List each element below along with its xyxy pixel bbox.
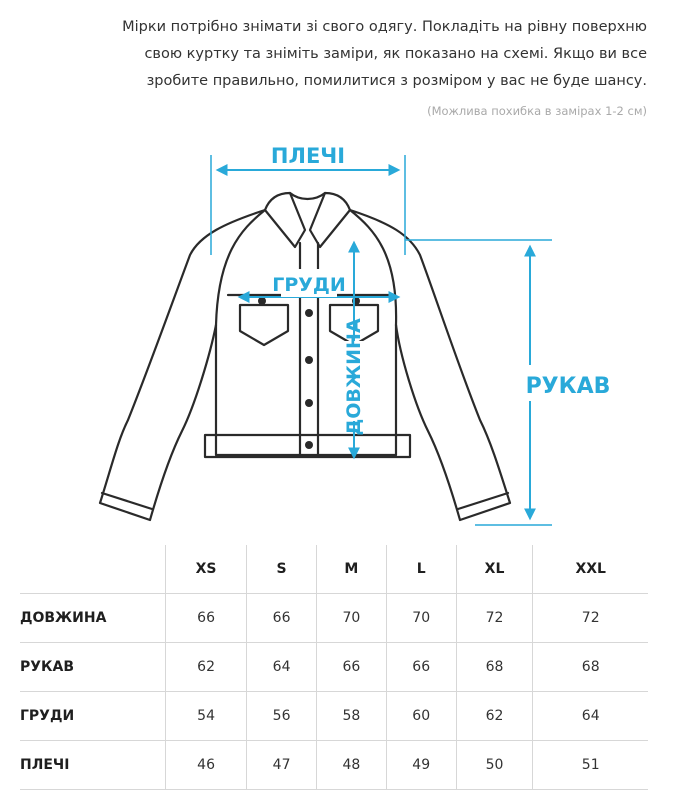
table-cell: 58 [316, 692, 386, 741]
table-cell: 51 [533, 741, 648, 790]
measurement-error-note: (Можлива похибка в замірах 1-2 см) [427, 104, 647, 118]
button-3 [305, 399, 313, 407]
table-row [20, 741, 648, 790]
button-1 [305, 309, 313, 317]
table-cell: 66 [247, 594, 317, 643]
row-label-chest: ГРУДИ [20, 692, 166, 741]
table-cell: 60 [386, 692, 456, 741]
intro-line-3: зробите правильно, помилитися з розміром у вас не буде шансу. [146, 73, 647, 89]
table-cell: 62 [166, 643, 247, 692]
table-cell: 68 [456, 643, 533, 692]
collar-right [310, 193, 350, 247]
table-cell: 46 [166, 741, 247, 790]
jacket-diagram [0, 135, 679, 535]
table-cell: 68 [533, 643, 648, 692]
chest-label: ГРУДИ [272, 274, 346, 296]
shoulders-label: ПЛЕЧІ [270, 144, 346, 168]
intro-line-2: свою куртку та зніміть заміри, як показано на схемі. Якщо ви все [144, 46, 647, 62]
table-cell: 54 [166, 692, 247, 741]
length-label: ДОВЖИНА [343, 318, 365, 436]
intro-text [27, 14, 647, 95]
right-sleeve [350, 210, 510, 520]
table-cell: 64 [533, 692, 648, 741]
table-cell: 66 [316, 643, 386, 692]
size-header-xxl: XXL [533, 545, 648, 594]
size-header-m: M [316, 545, 386, 594]
button-4 [305, 441, 313, 449]
table-cell: 56 [247, 692, 317, 741]
table-row [20, 594, 648, 643]
size-table [20, 545, 648, 790]
size-header-xl: XL [456, 545, 533, 594]
table-cell: 64 [247, 643, 317, 692]
row-label-shoulders: ПЛЕЧІ [20, 741, 166, 790]
table-cell: 66 [386, 643, 456, 692]
table-row [20, 692, 648, 741]
table-cell: 48 [316, 741, 386, 790]
table-cell: 66 [166, 594, 247, 643]
jacket-outline [100, 193, 510, 520]
left-sleeve [100, 210, 265, 520]
row-label-sleeve: РУКАВ [20, 643, 166, 692]
table-cell: 70 [316, 594, 386, 643]
intro-line-1: Мірки потрібно знімати зі свого одягу. Покладіть на рівну поверхню [122, 19, 647, 35]
pocket-button-left [258, 297, 266, 305]
pocket-left [240, 305, 288, 345]
size-table-corner [20, 545, 166, 594]
table-cell: 47 [247, 741, 317, 790]
table-cell: 62 [456, 692, 533, 741]
sleeve-label: РУКАВ [525, 374, 611, 399]
table-row [20, 643, 648, 692]
size-header-s: S [247, 545, 317, 594]
table-cell: 70 [386, 594, 456, 643]
row-label-length: ДОВЖИНА [20, 594, 166, 643]
size-header-l: L [386, 545, 456, 594]
neckline [290, 193, 325, 199]
armhole-right [350, 210, 396, 325]
table-cell: 49 [386, 741, 456, 790]
table-cell: 50 [456, 741, 533, 790]
size-table-header-row [20, 545, 648, 594]
table-cell: 72 [456, 594, 533, 643]
collar-left [265, 193, 305, 247]
table-cell: 72 [533, 594, 648, 643]
size-header-xs: XS [166, 545, 247, 594]
button-2 [305, 356, 313, 364]
